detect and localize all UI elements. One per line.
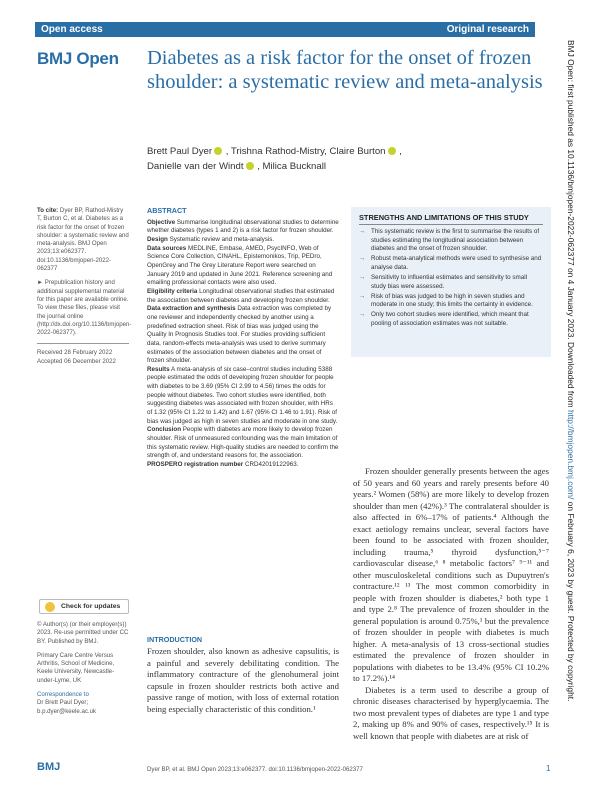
- orcid-icon[interactable]: [388, 147, 396, 155]
- author-list: [147, 145, 477, 174]
- strengths-item: → This systematic review is the first to summarise the results of studies estimating the longitudinal association between diabetes and the onset of frozen shoulder.: [359, 228, 543, 254]
- abstract-section-label: Results: [147, 365, 170, 373]
- author-name: Danielle van der Windt: [147, 160, 244, 172]
- abstract-section: [147, 236, 339, 245]
- abstract-section-text: MEDLINE, Embase, AMED, PsycINFO, Web of Science Core Collection, CINAHL, Epistemonikos, Trip, PEDro, OpenGrey and The Grey Literature Report were searched on January 2019 and updated in June 2021. Reference screening and emailing professional contacts were also used.: [147, 244, 333, 287]
- side-note-link[interactable]: http://bmjopen.bmj.com/: [566, 409, 576, 500]
- abstract-section-label: Design: [147, 235, 168, 243]
- abstract-section-label: Objective: [147, 218, 176, 226]
- abstract-section-label: Eligibility criteria: [147, 287, 198, 295]
- strengths-item: → Robust meta-analytical methods were used to synthesise and analyse data.: [359, 255, 543, 272]
- strengths-list: [359, 228, 543, 329]
- article-title: Diabetes as a risk factor for the onset of frozen shoulder: a systematic review and meta-analysis: [147, 47, 543, 93]
- abstract-section-text: Data extraction was completed by one reviewer and independently checked by another using a predefined extraction sheet. Risk of bias was judged using the Quality In Prognosis Studies tool. For studies providing sufficient data, random-effects meta-analysis was used to derive summary estimates of the association between diabetes and the onset of frozen shoulder.: [147, 305, 332, 365]
- copyright-note: © Author(s) (or their employer(s)) 2023. Re-use permitted under CC BY. Published by BMJ.: [37, 621, 129, 645]
- abstract-section-text: A meta-analysis of six case–control studies including 5388 people estimated the odds of developing frozen shoulder for people with diabetes to be 3.69 (95% CI 2.99 to 4.56) times the odds for people without diabetes. Two cohort studies were identified, both suggesting diabetes was associated with frozen shoulder, with HRs of 1.32 (95% CI 1.22 to 1.42) and 1.67 (95% CI 1.46 to 1.91). Risk of bias was judged as high in seven studies and moderate in one study.: [147, 365, 338, 425]
- abstract-section-text: People with diabetes are more likely to develop frozen shoulder. Risk of unmeasured confounding was the main limitation of this systematic review. High-quality studies are needed to confirm the strength of, and understand reasons for, the association.: [147, 426, 339, 460]
- author-name: Milica Bucknall: [262, 160, 326, 172]
- left-margin-notes: [37, 207, 132, 366]
- side-note-part-b: on February 6, 2023 by guest. Protected by copyright.: [566, 499, 576, 702]
- citation-label: To cite:: [37, 207, 59, 214]
- check-updates-icon: [45, 602, 55, 612]
- author-name: Trishna Rathod-Mistry, Claire Burton: [230, 146, 386, 157]
- citation-text: Dyer BP, Rathod-Mistry T, Burton C, et al. Diabetes as a risk factor for the onset of frozen shoulder: a systematic review and meta-analysis. BMJ Open 2023;13:e062377. doi:10.1136/bmjopen-2022-062377: [37, 207, 129, 273]
- abstract-section-label: Data extraction and synthesis: [147, 305, 236, 313]
- page-number: 1: [546, 764, 551, 773]
- citation-note: [37, 207, 129, 273]
- body-right-column: [353, 466, 549, 742]
- side-download-note: [562, 40, 576, 780]
- author-separator: ,: [223, 146, 231, 157]
- abstract-section: [147, 219, 339, 236]
- abstract-section: [147, 305, 339, 366]
- abstract-section: [147, 288, 339, 305]
- abstract-section: [147, 426, 339, 461]
- strengths-item: → Only two cohort studies were identified, which meant that pooling of association estimates was not suitable.: [359, 311, 543, 328]
- footer-brand: BMJ: [37, 761, 61, 773]
- author-separator: ,: [254, 160, 263, 172]
- abstract-heading: ABSTRACT: [147, 206, 187, 215]
- abstract-section: [147, 366, 339, 427]
- strengths-item: → Risk of bias was judged to be high in seven studies and moderate in one study; this limits the certainty in evidence.: [359, 293, 543, 310]
- body-paragraph: Diabetes is a term used to describe a group of chronic diseases characterised by hyperglycaemia. The two most prevalent types of diabetes are type 1 and type 2, making up 8% and 90% of cases, respectively.¹⁵ It is well known that people with diabetes are at risk of: [353, 684, 549, 741]
- abstract-section-text: CRD42019122963.: [243, 461, 299, 469]
- abstract-section-text: Summarise longitudinal observational studies to determine whether diabetes (types 1 and 2) is a risk factor for frozen shoulder.: [147, 218, 339, 235]
- prepub-note: ► Prepublication history and additional supplemental material for this paper are available online. To view these files, please visit the journal online (http://dx.doi.org/10.1136/bmjopen-2022-062377).: [37, 279, 132, 337]
- accepted-date: Accepted 06 December 2022: [37, 357, 116, 365]
- body-paragraph: Frozen shoulder generally presents between the ages of 50 years and 60 years and rarely presents before 40 years.² Women (58%) are more likely to develop frozen shoulder than men (42%).³ The contralateral shoulder is also affected in 6%–17% of patients.⁴ Although the exact aetiology remains unclear, several factors have been found to be associated with frozen shoulder, including trauma,⁵ thyroid dysfunction,⁵⁻⁷ cardiovascular disease,⁶ ⁸ metabolic factors⁷ ⁹⁻¹¹ and other musculoskeletal conditions such as Dupuytren's contracture.¹² ¹³ The most common comorbidity in people with frozen shoulder is diabetes,² both type 1 and type 2.⁸ The prevalence of frozen shoulder in the general population is around 0.75%,¹ but the prevalence of frozen shoulder in people with diabetes is much higher. A meta-analysis of 13 cross-sectional studies estimated the prevalence of frozen shoulder in populations with diabetes to be 13.4% (95% CI 10.2% to 17.2%).¹⁴: [353, 466, 549, 683]
- received-date: Received 28 February 2022: [37, 349, 113, 357]
- abstract-section: [147, 245, 339, 288]
- top-banner: [35, 22, 535, 37]
- abstract-section-label: Data sources: [147, 244, 187, 252]
- footer-citation: Dyer BP, et al. BMJ Open 2023;13:e062377. doi:10.1136/bmjopen-2022-062377: [147, 766, 363, 773]
- strengths-item: → Sensitivity to influential estimates and sensitivity to small study bias were assessed.: [359, 274, 543, 291]
- check-for-updates-button[interactable]: [39, 599, 129, 614]
- affiliation-note: Primary Care Centre Versus Arthritis, School of Medicine, Keele University, Newcastle-under-Lyme, UK: [37, 651, 115, 684]
- article-type-label: Original research: [446, 24, 529, 35]
- check-updates-label: Check for updates: [61, 603, 121, 610]
- author-name: Brett Paul Dyer: [147, 146, 213, 157]
- orcid-icon[interactable]: [246, 162, 254, 170]
- abstract-section-text: Longitudinal observational studies that estimated the association between diabetes and developing frozen shoulder.: [147, 287, 335, 304]
- abstract-section: [147, 461, 339, 470]
- journal-logo: BMJ Open: [37, 49, 119, 68]
- side-note-part-a: BMJ Open: first published as 10.1136/bmjopen-2022-062377 on 4 January 2023. Downloaded from: [566, 40, 576, 410]
- abstract-section-label: PROSPERO registration number: [147, 461, 244, 469]
- correspondence-label: Correspondence to: [37, 691, 89, 699]
- introduction-text: Frozen shoulder, also known as adhesive capsulitis, is a painful and severely debilitating condition. The inflammatory contracture of the glenohumeral joint capsule in frozen shoulder restricts both active and passive range of motion, with loss of external rotation being especially characteristic of this condition.¹: [147, 646, 339, 714]
- strengths-heading: STRENGTHS AND LIMITATIONS OF THIS STUDY: [359, 213, 543, 225]
- correspondence-text: Dr Brett Paul Dyer; b.p.dyer@keele.ac.uk: [37, 699, 97, 715]
- abstract-section-label: Conclusion: [147, 426, 182, 434]
- left-margin-notes-lower: [37, 621, 129, 716]
- author-separator: ,: [396, 146, 402, 157]
- strengths-limitations-box: [351, 207, 551, 357]
- divider: [37, 343, 129, 344]
- introduction-heading: INTRODUCTION: [147, 635, 203, 644]
- open-access-label: Open access: [41, 24, 103, 35]
- abstract: [147, 207, 339, 470]
- abstract-sections: [147, 219, 339, 470]
- orcid-icon[interactable]: [214, 147, 222, 155]
- abstract-section-text: Systematic review and meta-analysis.: [167, 235, 275, 243]
